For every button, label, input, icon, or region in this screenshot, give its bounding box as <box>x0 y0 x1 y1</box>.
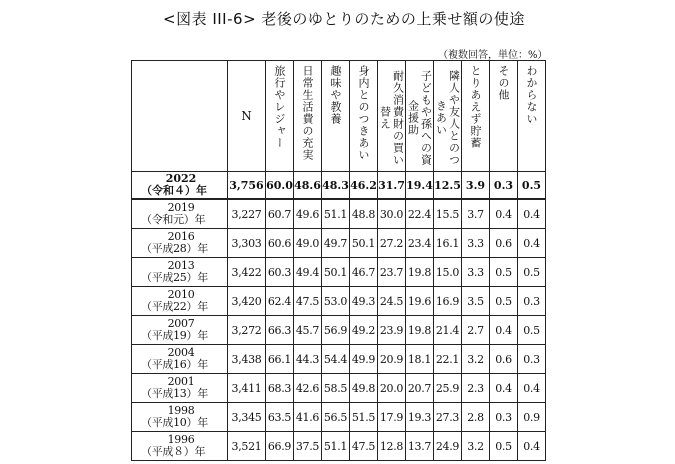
n-cell: 3,521 <box>228 432 266 461</box>
value-cell: 19.4 <box>406 172 434 200</box>
value-cell: 66.1 <box>266 345 294 374</box>
value-cell: 15.0 <box>434 258 462 287</box>
n-cell: 3,227 <box>228 199 266 229</box>
value-cell: 2.3 <box>462 374 490 403</box>
value-cell: 27.2 <box>378 229 406 258</box>
n-cell: 3,303 <box>228 229 266 258</box>
value-cell: 0.5 <box>518 258 546 287</box>
column-header-label: その他 <box>497 65 510 101</box>
year-label: 2001 <box>167 375 195 388</box>
value-cell: 56.9 <box>322 316 350 345</box>
header-row <box>132 61 546 172</box>
era-label: （平成19）年 <box>141 329 208 342</box>
value-cell: 48.8 <box>350 199 378 229</box>
value-cell: 3.3 <box>462 258 490 287</box>
column-header <box>462 61 490 172</box>
value-cell: 22.1 <box>434 345 462 374</box>
value-cell: 51.5 <box>350 403 378 432</box>
n-cell: 3,411 <box>228 374 266 403</box>
column-header <box>434 61 462 172</box>
column-header <box>518 61 546 172</box>
value-cell: 0.5 <box>518 316 546 345</box>
value-cell: 20.7 <box>406 374 434 403</box>
table-row <box>132 316 546 345</box>
era-label: （平成16）年 <box>141 358 208 371</box>
value-cell: 0.6 <box>490 229 518 258</box>
n-cell: 3,438 <box>228 345 266 374</box>
table-row <box>132 345 546 374</box>
value-cell: 62.4 <box>266 287 294 316</box>
value-cell: 48.3 <box>322 172 350 200</box>
table-row <box>132 374 546 403</box>
value-cell: 49.9 <box>350 345 378 374</box>
year-cell <box>132 229 228 258</box>
value-cell: 22.4 <box>406 199 434 229</box>
value-cell: 49.7 <box>322 229 350 258</box>
value-cell: 51.1 <box>322 432 350 461</box>
value-cell: 20.9 <box>378 345 406 374</box>
value-cell: 12.8 <box>378 432 406 461</box>
value-cell: 41.6 <box>294 403 322 432</box>
value-cell: 3.2 <box>462 432 490 461</box>
year-label: 1996 <box>167 433 195 446</box>
corner-cell <box>132 61 228 172</box>
n-cell: 3,422 <box>228 258 266 287</box>
value-cell: 46.2 <box>350 172 378 200</box>
year-label: 1998 <box>167 404 195 417</box>
year-cell <box>132 374 228 403</box>
year-label: 2007 <box>167 317 195 330</box>
value-cell: 0.5 <box>490 287 518 316</box>
value-cell: 0.9 <box>518 403 546 432</box>
value-cell: 66.9 <box>266 432 294 461</box>
year-label: 2010 <box>167 288 195 301</box>
value-cell: 47.5 <box>350 432 378 461</box>
value-cell: 0.5 <box>490 258 518 287</box>
year-label: 2013 <box>167 259 195 272</box>
table-row <box>132 199 546 229</box>
column-header-label: 日常生活費の充実 <box>301 65 314 161</box>
value-cell: 0.6 <box>490 345 518 374</box>
value-cell: 0.3 <box>490 172 518 200</box>
value-cell: 50.1 <box>322 258 350 287</box>
value-cell: 0.3 <box>518 345 546 374</box>
value-cell: 60.7 <box>266 199 294 229</box>
column-header-label: 隣人や友人とのつきあい <box>434 70 461 166</box>
n-cell: 3,272 <box>228 316 266 345</box>
value-cell: 0.4 <box>490 199 518 229</box>
table-row <box>132 172 546 200</box>
value-cell: 0.4 <box>518 374 546 403</box>
value-cell: 51.1 <box>322 199 350 229</box>
year-cell <box>132 258 228 287</box>
value-cell: 45.7 <box>294 316 322 345</box>
value-cell: 37.5 <box>294 432 322 461</box>
value-cell: 18.1 <box>406 345 434 374</box>
n-cell: 3,345 <box>228 403 266 432</box>
column-header <box>322 61 350 172</box>
value-cell: 19.8 <box>406 258 434 287</box>
table-row <box>132 258 546 287</box>
value-cell: 50.1 <box>350 229 378 258</box>
year-cell <box>132 432 228 461</box>
value-cell: 31.7 <box>378 172 406 200</box>
value-cell: 48.6 <box>294 172 322 200</box>
value-cell: 60.3 <box>266 258 294 287</box>
year-cell <box>132 316 228 345</box>
value-cell: 17.9 <box>378 403 406 432</box>
value-cell: 0.4 <box>518 199 546 229</box>
table-row <box>132 229 546 258</box>
column-header-label: とりあえず貯蓄 <box>469 65 482 149</box>
column-header-label: わからない <box>525 65 538 125</box>
value-cell: 49.0 <box>294 229 322 258</box>
value-cell: 3.3 <box>462 229 490 258</box>
value-cell: 27.3 <box>434 403 462 432</box>
value-cell: 3.7 <box>462 199 490 229</box>
era-label: （平成８）年 <box>141 445 206 458</box>
value-cell: 30.0 <box>378 199 406 229</box>
n-cell: 3,420 <box>228 287 266 316</box>
column-header <box>294 61 322 172</box>
value-cell: 3.5 <box>462 287 490 316</box>
value-cell: 19.3 <box>406 403 434 432</box>
survey-table <box>131 60 546 461</box>
value-cell: 23.4 <box>406 229 434 258</box>
era-label: （平成28）年 <box>141 242 208 255</box>
table-title: <図表 III-6> 老後のゆとりのための上乗せ額の使途 <box>163 10 525 28</box>
value-cell: 16.1 <box>434 229 462 258</box>
value-cell: 54.4 <box>322 345 350 374</box>
column-header-n: N <box>228 61 266 172</box>
value-cell: 19.8 <box>406 316 434 345</box>
value-cell: 60.0 <box>266 172 294 200</box>
era-label: （平成10）年 <box>141 416 208 429</box>
value-cell: 3.2 <box>462 345 490 374</box>
value-cell: 13.7 <box>406 432 434 461</box>
value-cell: 0.3 <box>490 403 518 432</box>
value-cell: 60.6 <box>266 229 294 258</box>
year-cell <box>132 199 228 229</box>
n-cell: 3,756 <box>228 172 266 200</box>
era-label: （平成25）年 <box>141 271 208 284</box>
value-cell: 0.4 <box>518 229 546 258</box>
value-cell: 53.0 <box>322 287 350 316</box>
table-row <box>132 403 546 432</box>
value-cell: 56.5 <box>322 403 350 432</box>
value-cell: 42.6 <box>294 374 322 403</box>
column-header <box>378 61 406 172</box>
value-cell: 47.5 <box>294 287 322 316</box>
value-cell: 2.8 <box>462 403 490 432</box>
column-header-label: 耐久消費財の買い替え <box>378 70 405 166</box>
column-header <box>406 61 434 172</box>
table-row <box>132 287 546 316</box>
value-cell: 66.3 <box>266 316 294 345</box>
unit-note: （複数回答，単位：%） <box>438 50 548 61</box>
year-cell <box>132 172 228 200</box>
year-label: 2016 <box>167 230 195 243</box>
value-cell: 44.3 <box>294 345 322 374</box>
value-cell: 68.3 <box>266 374 294 403</box>
era-label: （平成13）年 <box>141 387 208 400</box>
column-header-label: 身内とのつきあい <box>357 65 370 161</box>
value-cell: 21.4 <box>434 316 462 345</box>
value-cell: 2.7 <box>462 316 490 345</box>
year-cell <box>132 345 228 374</box>
value-cell: 49.2 <box>350 316 378 345</box>
value-cell: 23.9 <box>378 316 406 345</box>
value-cell: 0.5 <box>518 172 546 200</box>
value-cell: 24.5 <box>378 287 406 316</box>
column-header-label: 趣味や教養 <box>329 65 342 125</box>
value-cell: 0.5 <box>490 432 518 461</box>
year-cell <box>132 403 228 432</box>
value-cell: 0.4 <box>490 316 518 345</box>
era-label: （令和元）年 <box>141 213 206 226</box>
column-header-label: 旅行やレジャー <box>273 65 286 149</box>
value-cell: 3.9 <box>462 172 490 200</box>
value-cell: 24.9 <box>434 432 462 461</box>
value-cell: 19.6 <box>406 287 434 316</box>
value-cell: 23.7 <box>378 258 406 287</box>
value-cell: 49.8 <box>350 374 378 403</box>
value-cell: 58.5 <box>322 374 350 403</box>
year-label: 2022 <box>165 172 197 185</box>
value-cell: 63.5 <box>266 403 294 432</box>
year-label: 2019 <box>167 201 195 214</box>
column-header <box>490 61 518 172</box>
year-cell <box>132 287 228 316</box>
value-cell: 12.5 <box>434 172 462 200</box>
column-header <box>350 61 378 172</box>
value-cell: 49.6 <box>294 199 322 229</box>
value-cell: 0.4 <box>518 432 546 461</box>
value-cell: 0.4 <box>490 374 518 403</box>
value-cell: 25.9 <box>434 374 462 403</box>
year-label: 2004 <box>167 346 195 359</box>
column-header-label: 子どもや孫への資金援助 <box>406 70 433 166</box>
value-cell: 20.0 <box>378 374 406 403</box>
era-label: （平成22）年 <box>141 300 208 313</box>
value-cell: 0.3 <box>518 287 546 316</box>
value-cell: 49.4 <box>294 258 322 287</box>
value-cell: 46.7 <box>350 258 378 287</box>
value-cell: 15.5 <box>434 199 462 229</box>
value-cell: 16.9 <box>434 287 462 316</box>
table-row <box>132 432 546 461</box>
value-cell: 49.3 <box>350 287 378 316</box>
column-header <box>266 61 294 172</box>
era-label: （令和４）年 <box>141 184 207 197</box>
